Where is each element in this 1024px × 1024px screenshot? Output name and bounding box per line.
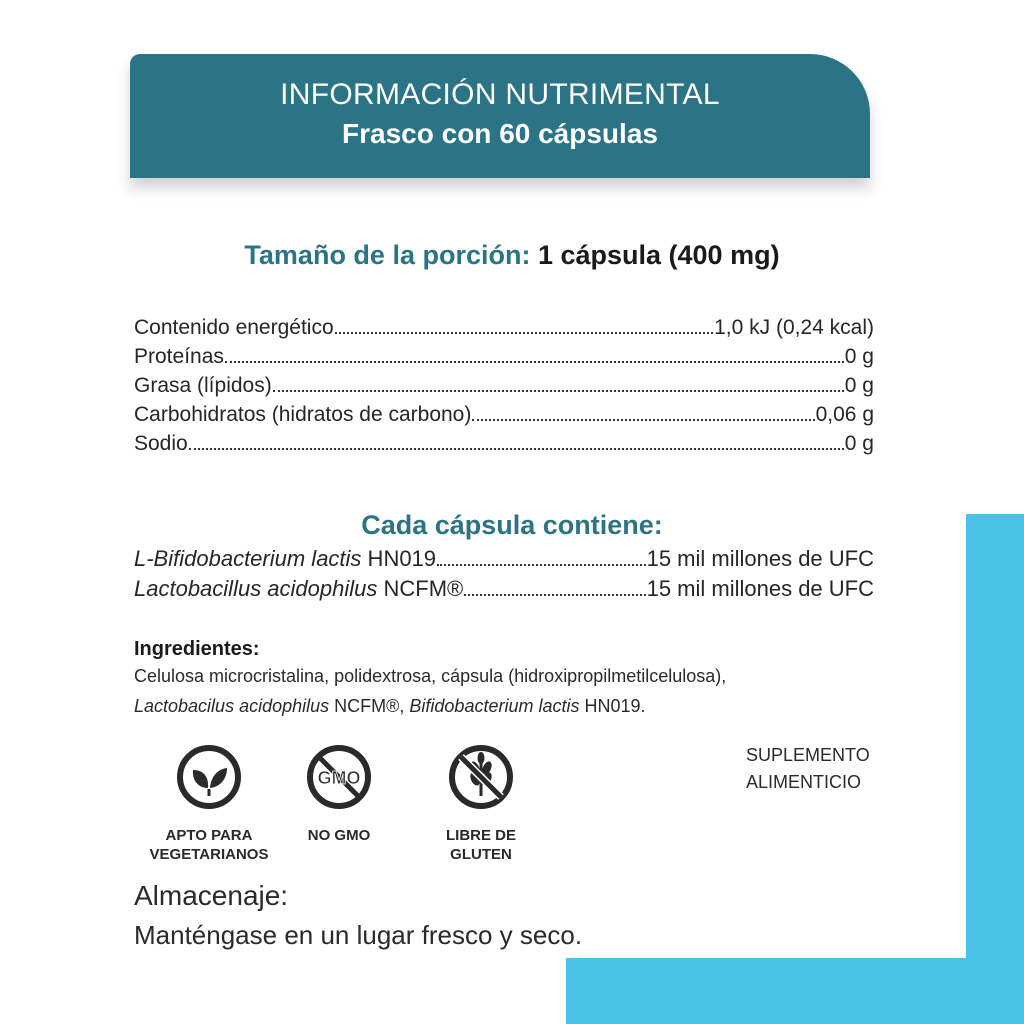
nutrient-value: 0,06 g <box>815 403 874 426</box>
probiotic-amount: 15 mil millones de UFC <box>646 546 874 571</box>
ingredient-species: Lactobacilus acidophilus <box>134 696 330 716</box>
badge-no-gmo-label <box>294 826 384 845</box>
storage-instructions: Manténgase en un lugar fresco y seco. <box>134 920 583 950</box>
ingredient-strain: HN019. <box>579 696 646 716</box>
badge-vegetarian-label <box>134 826 284 864</box>
badge-gluten-free-label <box>426 826 536 864</box>
dot-leader <box>225 341 844 363</box>
ingredient-species: Bifidobacterium lactis <box>409 696 580 716</box>
probiotic-name <box>134 574 463 604</box>
ingredients-line-2 <box>134 696 646 717</box>
probiotic-name <box>134 544 436 574</box>
badge-label-line: LIBRE DE <box>445 827 516 844</box>
nutrition-row <box>134 312 874 341</box>
serving-size-label: Tamaño de la porción: <box>244 240 531 270</box>
nutrient-name: Sodio <box>134 432 188 455</box>
no-gmo-icon <box>304 742 374 812</box>
nutrition-row <box>134 428 874 457</box>
dot-leader <box>472 399 814 421</box>
gluten-free-icon <box>446 742 516 812</box>
dot-leader <box>273 370 844 392</box>
gmo-icon-text: GMO <box>317 768 361 788</box>
dot-leader <box>464 574 645 596</box>
badge-label-line: VEGETARIANOS <box>149 846 269 863</box>
capsule-contents-heading: Cada cápsula contiene: <box>361 510 663 540</box>
capsule-row <box>134 544 874 574</box>
ingredients-heading: Ingredientes: <box>134 638 260 660</box>
nutrient-name: Proteínas <box>134 345 224 368</box>
capsule-contents-list <box>134 544 874 604</box>
accent-block-right <box>966 514 1024 1024</box>
banner-title: INFORMACIÓN NUTRIMENTAL <box>280 78 720 111</box>
badge-no-gmo <box>294 742 384 845</box>
nutrient-value: 0 g <box>844 432 874 455</box>
leaf-icon <box>174 742 244 812</box>
nutrient-name: Grasa (lípidos) <box>134 374 272 397</box>
nutrient-value: 0 g <box>844 374 874 397</box>
dot-leader <box>335 312 713 334</box>
badge-gluten-free <box>426 742 536 864</box>
nutrient-name: Contenido energético <box>134 316 334 339</box>
probiotic-strain: HN019 <box>361 546 437 571</box>
probiotic-strain: NCFM® <box>377 576 464 601</box>
ingredients-line-1: Celulosa microcristalina, polidextrosa, cápsula (hidroxipropilmetilcelulosa), <box>134 666 727 686</box>
banner-subtitle: Frasco con 60 cápsulas <box>342 118 658 149</box>
supplement-line-1: SUPLEMENTO <box>746 745 870 765</box>
accent-block-bottom <box>566 958 1024 1024</box>
nutrition-row <box>134 399 874 428</box>
serving-size-value: 1 cápsula (400 mg) <box>530 240 780 270</box>
nutrient-name: Carbohidratos (hidratos de carbono) <box>134 403 472 426</box>
probiotic-species: Lactobacillus acidophilus <box>134 576 378 601</box>
badge-label-line: GLUTEN <box>450 846 512 863</box>
nutrient-value: 1,0 kJ (0,24 kcal) <box>714 316 874 339</box>
serving-size <box>0 240 1024 271</box>
header-banner <box>130 54 870 178</box>
nutrition-row <box>134 370 874 399</box>
probiotic-species: L-Bifidobacterium lactis <box>134 546 362 571</box>
supplement-line-2: ALIMENTICIO <box>746 772 862 792</box>
dot-leader <box>189 428 844 450</box>
ingredient-strain: NCFM®, <box>329 696 410 716</box>
supplement-label <box>746 742 870 796</box>
badge-vegetarian <box>134 742 284 864</box>
nutrition-row <box>134 341 874 370</box>
probiotic-amount: 15 mil millones de UFC <box>646 576 874 601</box>
badge-label-line: APTO PARA <box>165 827 253 844</box>
storage-heading: Almacenaje: <box>134 880 289 911</box>
nutrient-value: 0 g <box>844 345 874 368</box>
badge-label-line: NO GMO <box>307 827 371 844</box>
nutrition-facts-list <box>134 312 874 457</box>
dot-leader <box>437 544 646 566</box>
capsule-row <box>134 574 874 604</box>
